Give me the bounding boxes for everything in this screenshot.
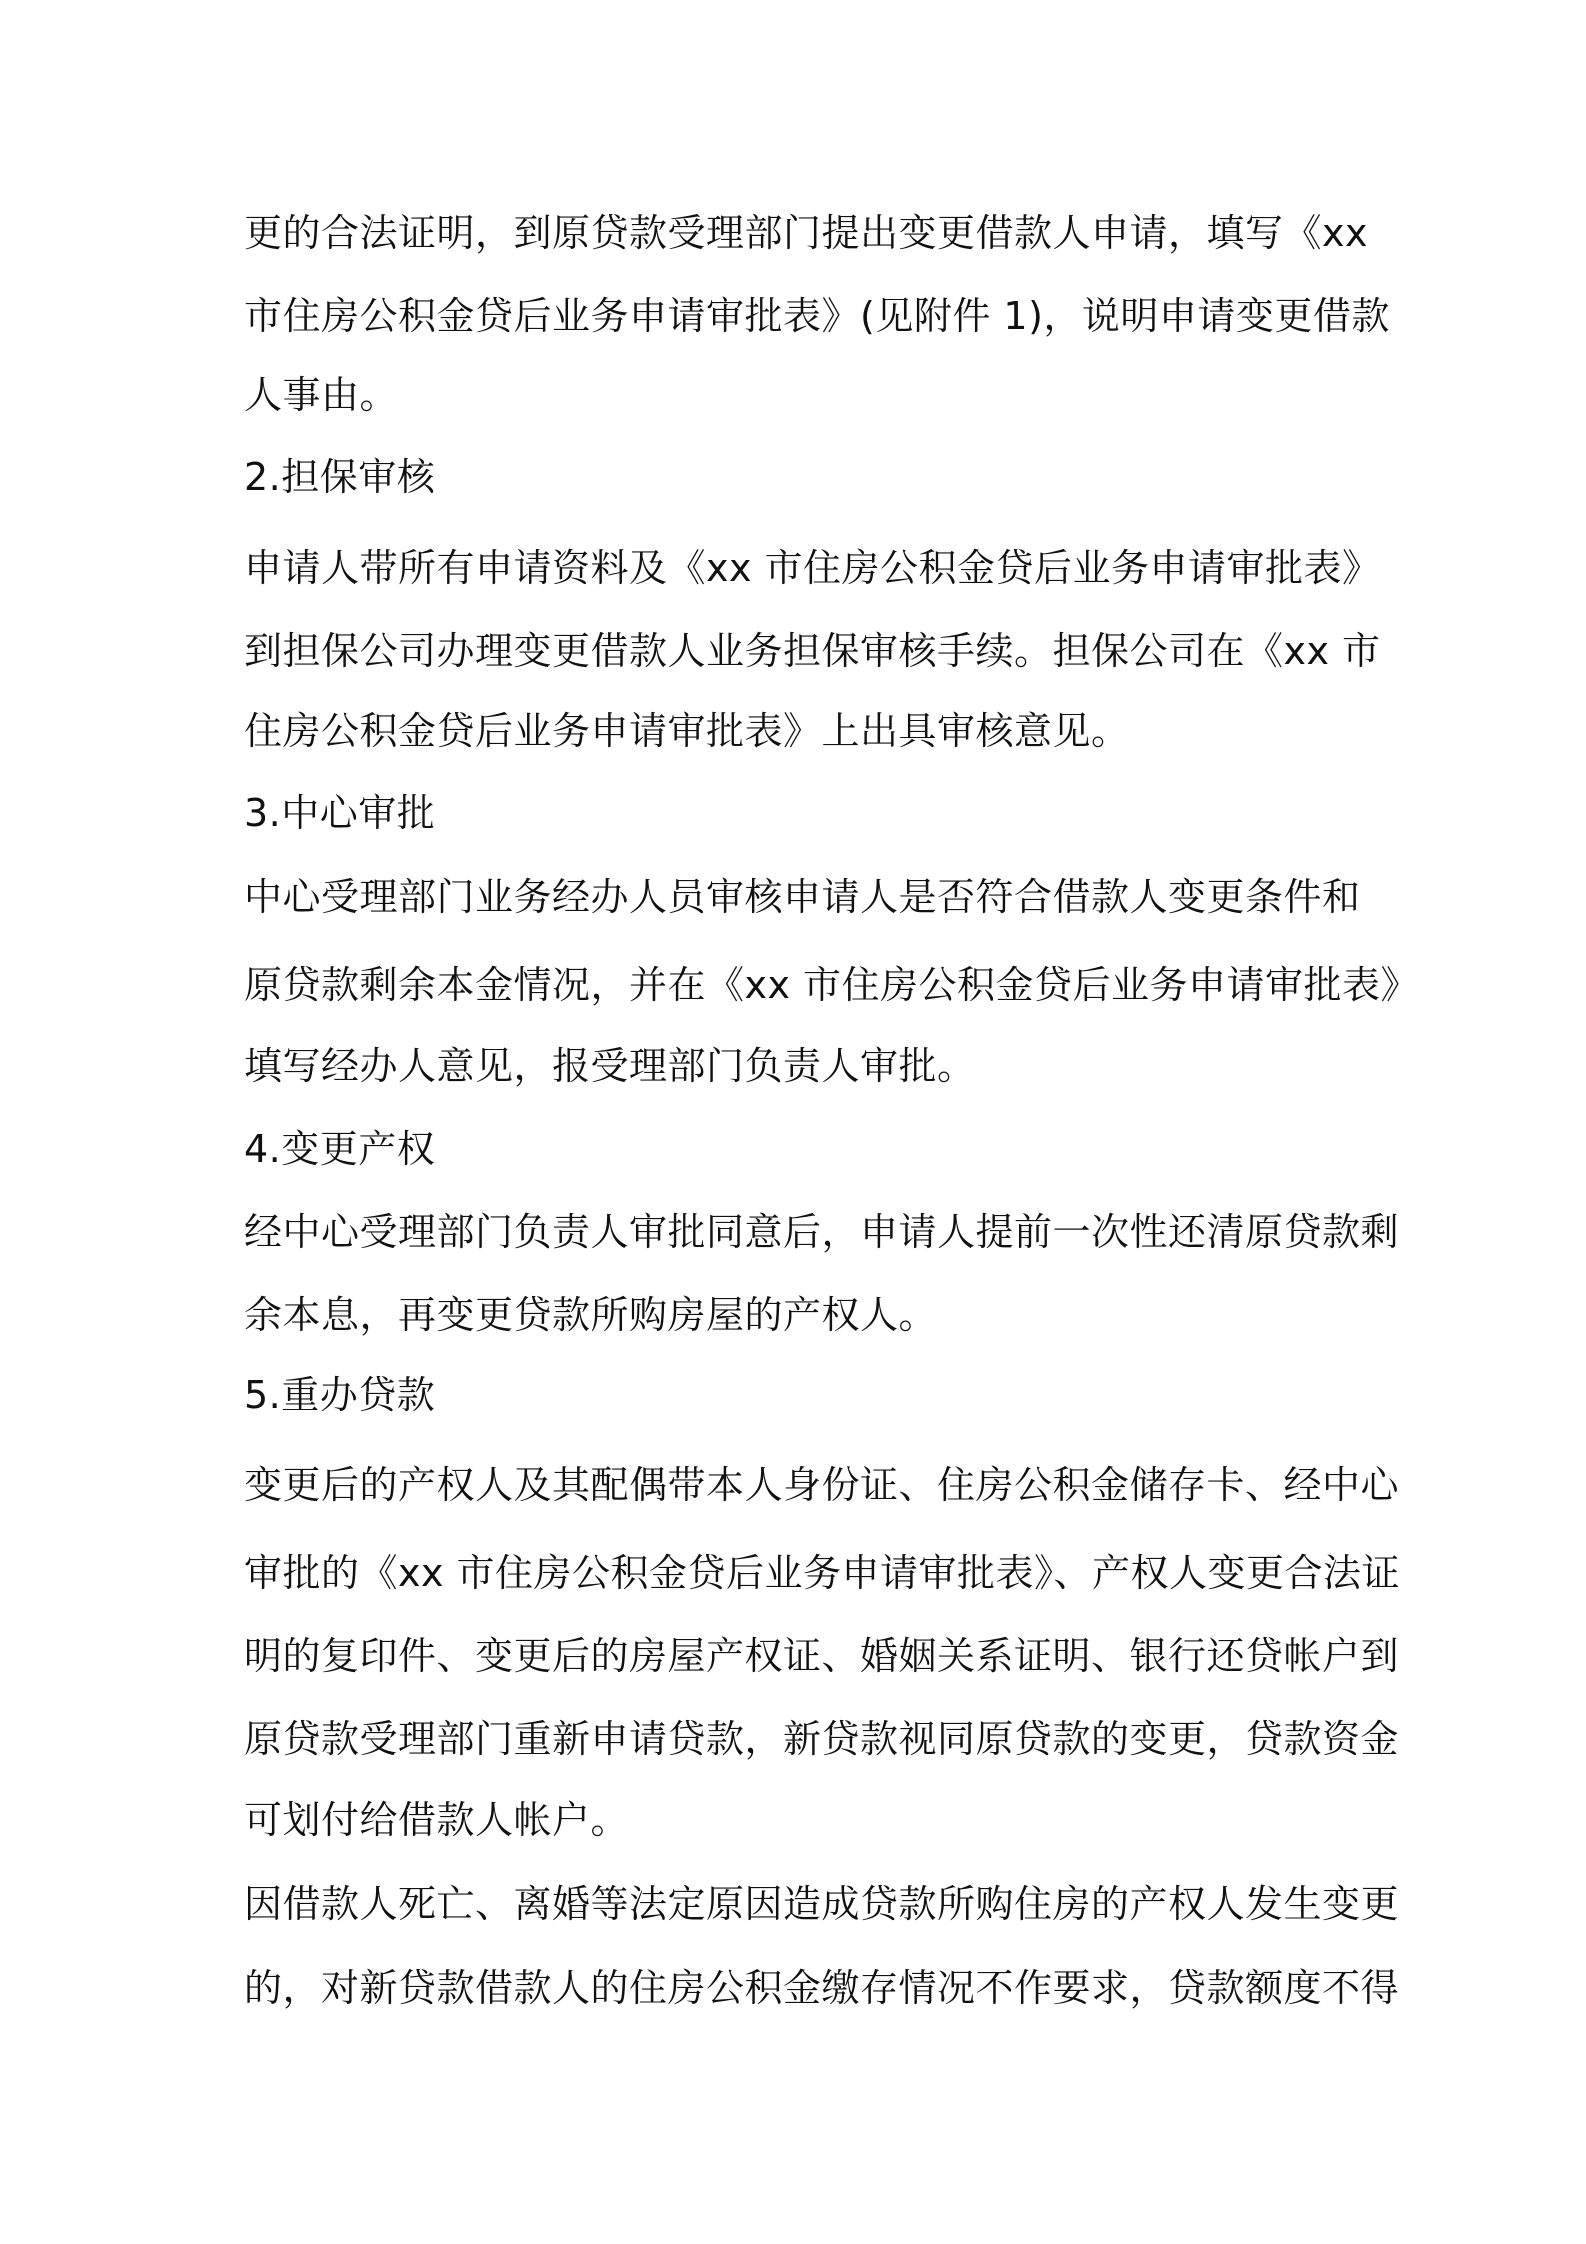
paragraph-line: 填写经办人意见，报受理部门负责人审批。 xyxy=(244,1044,976,1088)
paragraph-line: 原贷款受理部门重新申请贷款，新贷款视同原贷款的变更，贷款资金 xyxy=(244,1717,1400,1761)
paragraph-line: 可划付给借款人帐户。 xyxy=(244,1798,630,1842)
paragraph-line: 审批的《xx 市住房公积金贷后业务申请审批表》、产权人变更合法证 xyxy=(244,1551,1401,1595)
section-heading-change-property-rights: 4.变更产权 xyxy=(244,1127,436,1171)
paragraph-line: 明的复印件、变更后的房屋产权证、婚姻关系证明、银行还贷帐户到 xyxy=(244,1634,1400,1678)
paragraph-line: 因借款人死亡、离婚等法定原因造成贷款所购住房的产权人发生变更 xyxy=(244,1882,1400,1926)
paragraph-line: 到担保公司办理变更借款人业务担保审核手续。担保公司在《xx 市 xyxy=(244,629,1381,673)
section-heading-guarantee-review: 2.担保审核 xyxy=(244,455,436,499)
paragraph-line: 余本息，再变更贷款所购房屋的产权人。 xyxy=(244,1293,938,1337)
paragraph-line: 原贷款剩余本金情况，并在《xx 市住房公积金贷后业务申请审批表》 xyxy=(244,963,1420,1007)
section-heading-reapply-loan: 5.重办贷款 xyxy=(244,1373,436,1417)
paragraph-line: 市住房公积金贷后业务申请审批表》(见附件 1)，说明申请变更借款 xyxy=(244,294,1390,338)
paragraph-line: 住房公积金贷后业务申请审批表》上出具审核意见。 xyxy=(244,709,1130,753)
section-heading-center-approval: 3.中心审批 xyxy=(244,791,436,835)
paragraph-line: 中心受理部门业务经办人员审核申请人是否符合借款人变更条件和 xyxy=(244,875,1361,919)
paragraph-line: 的，对新贷款借款人的住房公积金缴存情况不作要求，贷款额度不得 xyxy=(244,1966,1400,2010)
paragraph-line: 变更后的产权人及其配偶带本人身份证、住房公积金储存卡、经中心 xyxy=(244,1463,1400,1507)
paragraph-line: 更的合法证明，到原贷款受理部门提出变更借款人申请，填写《xx xyxy=(244,211,1368,255)
paragraph-line: 经中心受理部门负责人审批同意后，申请人提前一次性还清原贷款剩 xyxy=(244,1210,1400,1254)
paragraph-line: 人事由。 xyxy=(244,373,399,417)
paragraph-line: 申请人带所有申请资料及《xx 市住房公积金贷后业务申请审批表》 xyxy=(244,546,1381,590)
